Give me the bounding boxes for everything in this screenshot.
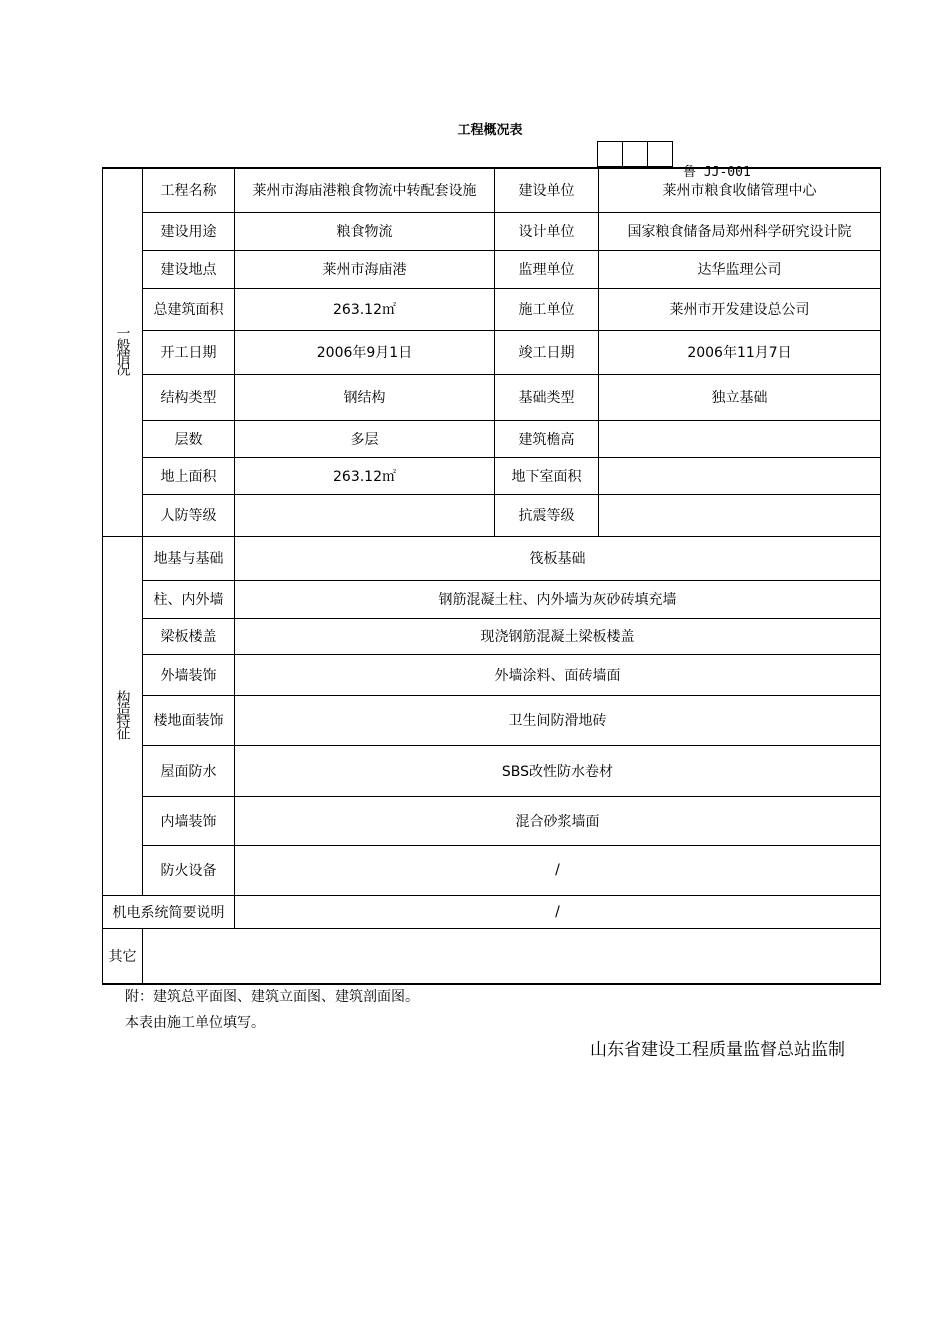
attachment-note: 附：建筑总平面图、建筑立面图、建筑剖面图。 — [125, 989, 419, 1005]
field-label: 楼地面装饰 — [143, 695, 235, 745]
field-label: 梁板楼盖 — [143, 618, 235, 654]
field-value: 粮食物流 — [235, 212, 495, 250]
field-value: 外墙涂料、面砖墙面 — [235, 654, 881, 695]
field-value: 263.12㎡ — [235, 288, 495, 330]
table-row — [103, 618, 881, 654]
field-value — [599, 494, 881, 536]
field-value: 莱州市开发建设总公司 — [599, 288, 881, 330]
field-label: 工程名称 — [143, 168, 235, 212]
field-label: 地下室面积 — [495, 457, 599, 494]
field-label: 监理单位 — [495, 250, 599, 288]
table-row — [103, 580, 881, 618]
code-boxes — [597, 141, 672, 167]
table-row — [103, 928, 881, 984]
table-row — [103, 654, 881, 695]
table-row — [103, 374, 881, 420]
project-overview-table — [102, 167, 881, 985]
table-row — [103, 745, 881, 796]
field-label: 屋面防水 — [143, 745, 235, 796]
field-value: 筏板基础 — [235, 536, 881, 580]
form-code: 鲁 JJ-001 — [683, 165, 751, 180]
field-value: 现浇钢筋混凝土梁板楼盖 — [235, 618, 881, 654]
field-label: 施工单位 — [495, 288, 599, 330]
field-label: 总建筑面积 — [143, 288, 235, 330]
field-value: / — [235, 895, 881, 928]
field-value: 达华监理公司 — [599, 250, 881, 288]
table-row — [103, 330, 881, 374]
field-label: 防火设备 — [143, 845, 235, 895]
field-value: 独立基础 — [599, 374, 881, 420]
table-row — [103, 695, 881, 745]
field-label: 外墙装饰 — [143, 654, 235, 695]
field-value: / — [235, 845, 881, 895]
field-value: SBS改性防水卷材 — [235, 745, 881, 796]
table-row — [103, 420, 881, 457]
field-label: 层数 — [143, 420, 235, 457]
field-label: 其它 — [103, 928, 143, 984]
code-box — [647, 141, 673, 167]
field-label: 建设地点 — [143, 250, 235, 288]
field-label: 内墙装饰 — [143, 796, 235, 845]
field-value — [143, 928, 881, 984]
field-label: 柱、内外墙 — [143, 580, 235, 618]
field-value: 国家粮食储备局郑州科学研究设计院 — [599, 212, 881, 250]
field-value — [599, 457, 881, 494]
code-box — [622, 141, 648, 167]
field-label: 结构类型 — [143, 374, 235, 420]
field-label: 设计单位 — [495, 212, 599, 250]
field-value: 莱州市海庙港粮食物流中转配套设施 — [235, 168, 495, 212]
field-label: 建设用途 — [143, 212, 235, 250]
table-row — [103, 796, 881, 845]
table-row — [103, 845, 881, 895]
field-label: 人防等级 — [143, 494, 235, 536]
form-title: 工程概况表 — [457, 123, 523, 138]
field-value: 混合砂浆墙面 — [235, 796, 881, 845]
field-label: 开工日期 — [143, 330, 235, 374]
field-label: 抗震等级 — [495, 494, 599, 536]
table-row — [103, 457, 881, 494]
field-value: 多层 — [235, 420, 495, 457]
section-label-general: 一般情况 — [103, 168, 143, 536]
field-value: 2006年9月1日 — [235, 330, 495, 374]
table-row — [103, 168, 881, 212]
table-row — [103, 494, 881, 536]
section-label-structure: 构造特征 — [103, 536, 143, 895]
field-value — [599, 420, 881, 457]
table-row — [103, 212, 881, 250]
field-value: 莱州市海庙港 — [235, 250, 495, 288]
field-label: 地基与基础 — [143, 536, 235, 580]
table-row — [103, 288, 881, 330]
field-value: 钢结构 — [235, 374, 495, 420]
supervisor-text: 山东省建设工程质量监督总站监制 — [590, 1040, 845, 1060]
field-label: 建筑檐高 — [495, 420, 599, 457]
field-value: 钢筋混凝土柱、内外墙为灰砂砖填充墙 — [235, 580, 881, 618]
field-value: 莱州市粮食收储管理中心 — [599, 168, 881, 212]
table-row — [103, 536, 881, 580]
field-label: 基础类型 — [495, 374, 599, 420]
table-row — [103, 895, 881, 928]
field-label: 建设单位 — [495, 168, 599, 212]
field-label: 机电系统简要说明 — [103, 895, 235, 928]
field-value — [235, 494, 495, 536]
code-box — [597, 141, 623, 167]
field-label: 地上面积 — [143, 457, 235, 494]
field-value: 263.12㎡ — [235, 457, 495, 494]
field-value: 卫生间防滑地砖 — [235, 695, 881, 745]
field-value: 2006年11月7日 — [599, 330, 881, 374]
field-label: 竣工日期 — [495, 330, 599, 374]
table-row — [103, 250, 881, 288]
fill-note: 本表由施工单位填写。 — [125, 1015, 265, 1031]
